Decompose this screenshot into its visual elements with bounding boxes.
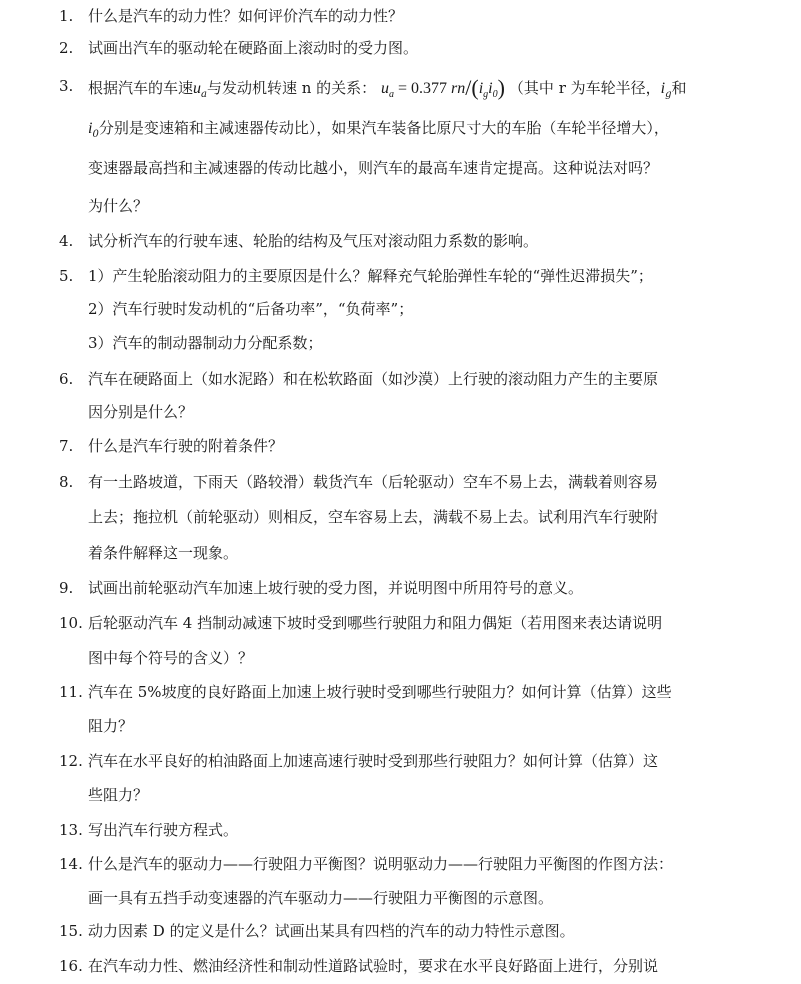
formula-sub: a <box>388 89 394 101</box>
question-text: 因分别是什么？ <box>88 403 194 421</box>
question-text: 图中每个符号的含义）？ <box>88 649 254 667</box>
question-text: 什么是汽车的动力性？如何评价汽车的动力性？ <box>88 7 404 25</box>
question-text: 2）汽车行驶时发动机的“后备功率”，“负荷率”； <box>88 300 414 318</box>
text-segment: 分别是变速箱和主减速器传动比），如果汽车装备比原尺寸大的车胎（车轮半径增大）， <box>98 119 669 137</box>
question-text: 为什么？ <box>88 197 149 215</box>
question-text: 汽车在 5%坡度的良好路面上加速上坡行驶时受到哪些行驶阻力？如何计算（估算）这些 <box>88 683 672 701</box>
question-text: 阻力？ <box>88 717 134 735</box>
question-number: 5. <box>59 267 74 285</box>
question-number: 12. <box>59 752 83 770</box>
formula-sub: a <box>201 89 207 100</box>
question-text: 在汽车动力性、燃油经济性和制动性道路试验时，要求在水平良好路面上进行，分别说 <box>88 957 659 975</box>
question-text: 3）汽车的制动器制动力分配系数； <box>88 334 323 352</box>
formula-sub: g <box>483 89 489 101</box>
question-text: 画一具有五挡手动变速器的汽车驱动力——行驶阻力平衡图的示意图。 <box>88 889 554 907</box>
question-text-line <box>88 116 669 140</box>
question-number: 13. <box>59 821 83 839</box>
question-number: 4. <box>59 232 74 250</box>
question-number: 3. <box>59 77 74 95</box>
question-text: 有一土路坡道，下雨天（路较滑）载货汽车（后轮驱动）空车不易上去，满载着则容易 <box>88 473 659 491</box>
question-text: 上去；拖拉机（前轮驱动）则相反，空车容易上去，满载不易上去。试利用汽车行驶附 <box>88 508 659 526</box>
formula-var-u: u <box>193 80 202 97</box>
question-text: 汽车在水平良好的柏油路面上加速高速行驶时受到那些行驶阻力？如何计算（估算）这 <box>88 752 659 770</box>
question-number: 14. <box>59 855 83 873</box>
question-text: 些阻力？ <box>88 786 149 804</box>
formula-sub: 0 <box>92 129 99 140</box>
question-number: 8. <box>59 473 74 491</box>
formula-var-ig: i <box>478 80 484 97</box>
question-number: 9. <box>59 579 74 597</box>
text-segment: 和 <box>671 79 687 97</box>
formula-coefficient: = 0.377 <box>397 80 447 97</box>
question-text: 1）产生轮胎滚动阻力的主要原因是什么？解释充气轮胎弹性车轮的“弹性迟滞损失”； <box>88 267 653 285</box>
question-text: 着条件解释这一现象。 <box>88 544 239 562</box>
formula-var-i0: i <box>88 120 93 137</box>
question-number: 6. <box>59 370 74 388</box>
formula-sub: g <box>665 89 672 100</box>
question-number: 10. <box>59 614 83 632</box>
formula-paren: ) <box>497 75 505 100</box>
text-segment: （其中 r 为车轮半径， <box>508 79 661 97</box>
text-segment: 与发动机转速 n 的关系： <box>206 79 377 97</box>
question-text: 什么是汽车的驱动力——行驶阻力平衡图？说明驱动力——行驶阻力平衡图的作图方法： <box>88 855 674 873</box>
question-number: 1. <box>59 7 74 25</box>
formula-sub: 0 <box>492 89 498 101</box>
formula-var-ig: i <box>660 80 666 97</box>
formula-var-rn: rn <box>451 80 466 97</box>
question-text: 试画出汽车的驱动轮在硬路面上滚动时的受力图。 <box>88 39 419 57</box>
question-text: 动力因素 D 的定义是什么？试画出某具有四档的汽车的动力特性示意图。 <box>88 922 575 940</box>
formula-var-i0: i <box>488 80 493 97</box>
question-text-line <box>88 74 687 101</box>
speed-formula <box>380 75 509 101</box>
text-segment: 根据汽车的车速 <box>88 79 194 97</box>
question-number: 11. <box>59 683 83 701</box>
question-text: 试画出前轮驱动汽车加速上坡行驶的受力图，并说明图中所用符号的意义。 <box>88 579 584 597</box>
question-number: 16. <box>59 957 83 975</box>
formula-paren: ( <box>471 75 479 100</box>
question-text: 变速器最高挡和主减速器的传动比越小，则汽车的最高车速肯定提高。这种说法对吗？ <box>88 159 659 177</box>
question-text: 试分析汽车的行驶车速、轮胎的结构及气压对滚动阻力系数的影响。 <box>88 232 539 250</box>
question-number: 15. <box>59 922 83 940</box>
formula-var-u: u <box>380 80 389 97</box>
formula-slash: / <box>465 75 472 100</box>
question-text: 写出汽车行驶方程式。 <box>88 821 239 839</box>
question-number: 7. <box>59 437 74 455</box>
question-text: 什么是汽车行驶的附着条件？ <box>88 437 284 455</box>
question-text: 后轮驱动汽车 4 挡制动减速下坡时受到哪些行驶阻力和阻力偶矩（若用图来表达请说明 <box>88 614 663 632</box>
question-text: 汽车在硬路面上（如水泥路）和在松软路面（如沙漠）上行驶的滚动阻力产生的主要原 <box>88 370 659 388</box>
question-number: 2. <box>59 39 74 57</box>
